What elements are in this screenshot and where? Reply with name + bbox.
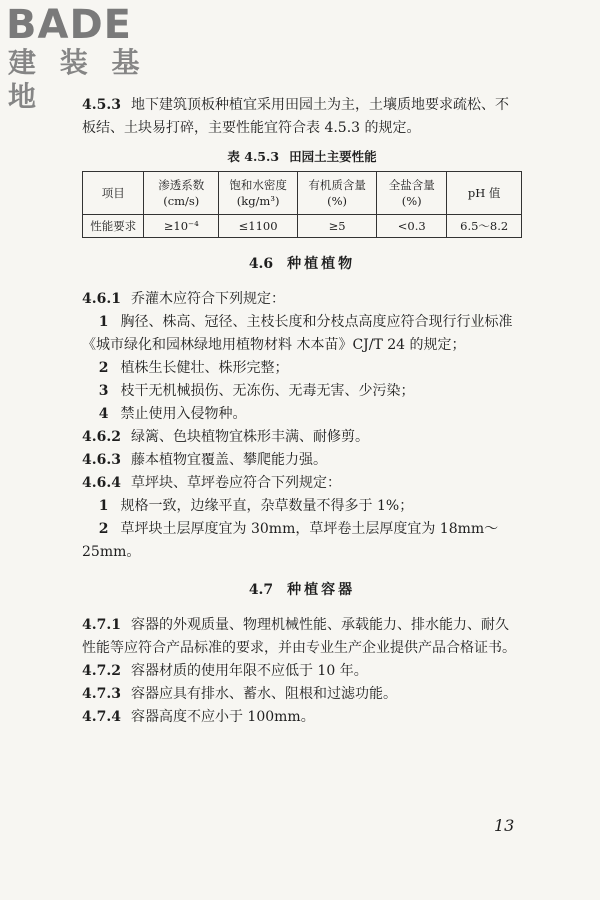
- list-item: 2 植株生长健壮、株形完整；: [98, 360, 289, 376]
- clause-4-6-3: [82, 449, 522, 472]
- clause-4-6-1: [82, 288, 522, 311]
- clause-text: 藤本植物宜覆盖、攀爬能力强。: [130, 452, 327, 468]
- clause-4-7-2: [82, 660, 522, 683]
- clause-number: 4.6.4: [82, 475, 121, 491]
- table-cell: <0.3: [377, 215, 447, 238]
- header-cell: pH 值: [447, 172, 522, 215]
- table-cell: ≥10⁻⁴: [144, 215, 219, 238]
- table-header-row: [83, 172, 522, 215]
- document-body: [82, 94, 522, 729]
- section-heading-4-7: [82, 578, 522, 602]
- clause-text: 容器应具有排水、蓄水、阻根和过滤功能。: [130, 686, 397, 702]
- header-cell: 项目: [83, 172, 144, 215]
- header-cell: 饱和水密度 (kg/m³): [219, 172, 298, 215]
- clause-number: 4.6.2: [82, 429, 121, 445]
- table-row: [83, 215, 522, 238]
- clause-4-7-3: [82, 683, 522, 706]
- clause-4-7-1: [82, 614, 522, 660]
- section-number: 4.7: [248, 582, 274, 598]
- list-item: 2 草坪块土层厚度宜为 30mm，草坪卷土层厚度宜为 18mm～25mm。: [82, 521, 499, 560]
- list-item: 1 胸径、株高、冠径、主枝长度和分枝点高度应符合现行行业标准《城市绿化和园林绿地用植物材料 木本苗》CJ/T 24 的规定；: [82, 314, 513, 353]
- table-caption: [82, 147, 522, 165]
- table-caption-title: 田园土主要性能: [289, 149, 377, 164]
- clause-number: 4.6.1: [82, 291, 121, 307]
- soil-properties-table: [82, 171, 522, 238]
- clause-number: 4.5.3: [82, 97, 121, 113]
- section-heading-4-6: [82, 252, 522, 276]
- table-cell: 性能要求: [83, 215, 144, 238]
- clause-number: 4.7.3: [82, 686, 121, 702]
- list-item: 1 规格一致，边缘平直，杂草数量不得多于 1%；: [98, 498, 414, 514]
- clause-text: 草坪块、草坪卷应符合下列规定：: [130, 475, 341, 491]
- clause-number: 4.7.1: [82, 617, 121, 633]
- list-item: 4 禁止使用入侵物种。: [98, 406, 247, 422]
- table-cell: ≥5: [298, 215, 377, 238]
- page-number: 13: [494, 816, 515, 835]
- clause-4-6-4: [82, 472, 522, 495]
- clause-text: 绿篱、色块植物宜株形丰满、耐修剪。: [130, 429, 369, 445]
- clause-number: 4.7.4: [82, 709, 121, 725]
- section-title: 种植容器: [287, 582, 356, 598]
- clause-number: 4.6.3: [82, 452, 121, 468]
- clause-text: 地下建筑顶板种植宜采用田园土为主，土壤质地要求疏松、不板结、土块易打碎，主要性能宜符合表 4.5.3 的规定。: [82, 97, 509, 136]
- table-caption-number: 表 4.5.3: [227, 149, 280, 164]
- logo-text-cn: 建 装 基 地: [8, 46, 147, 113]
- header-cell: 渗透系数 (cm/s): [144, 172, 219, 215]
- section-title: 种植植物: [287, 256, 356, 272]
- header-cell: 有机质含量 (%): [298, 172, 377, 215]
- clause-text: 容器的外观质量、物理机械性能、承载能力、排水能力、耐久性能等应符合产品标准的要求，并由专业生产企业提供产品合格证书。: [82, 617, 516, 656]
- clause-number: 4.7.2: [82, 663, 121, 679]
- clause-text: 乔灌木应符合下列规定：: [130, 291, 285, 307]
- header-cell: 全盐含量 (%): [377, 172, 447, 215]
- clause-4-7-4: [82, 706, 522, 729]
- logo-text-en: BADE: [6, 2, 132, 48]
- clause-4-5-3: [82, 94, 522, 140]
- clause-text: 容器高度不应小于 100mm。: [130, 709, 315, 725]
- clause-text: 容器材质的使用年限不应低于 10 年。: [130, 663, 368, 679]
- table-cell: 6.5～8.2: [447, 215, 522, 238]
- section-number: 4.6: [248, 256, 274, 272]
- list-item: 3 枝干无机械损伤、无冻伤、无毒无害、少污染；: [98, 383, 415, 399]
- clause-4-6-2: [82, 426, 522, 449]
- table-cell: ≤1100: [219, 215, 298, 238]
